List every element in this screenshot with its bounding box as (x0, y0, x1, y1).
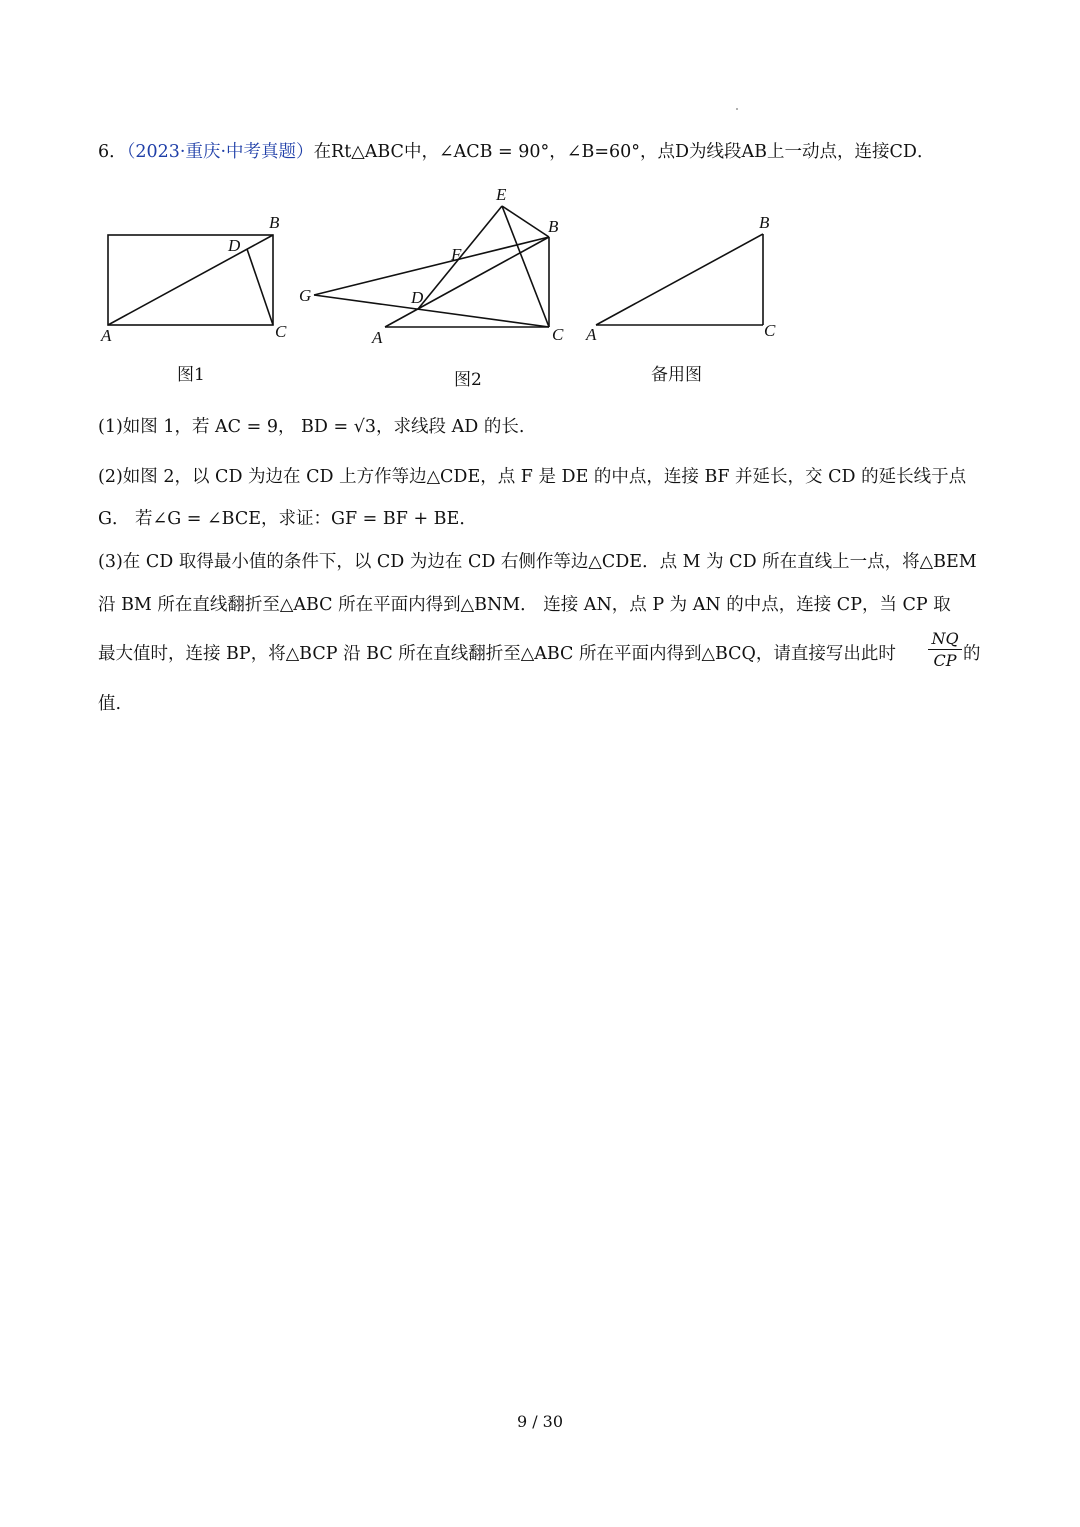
part-3-line-4: 值. (98, 694, 122, 714)
backup-label-C: C (764, 321, 776, 340)
problem-stem (98, 140, 934, 164)
part-3-line-2: 沿 BM 所在直线翻折至△ABC 所在平面内得到△BNM． 连接 AN，点 P 为 AN 的中点，连接 CP，当 CP 取 (98, 595, 951, 615)
fig2-segment-AB (385, 237, 549, 327)
part-3-after-fraction: 的 (963, 644, 981, 664)
part-3-line-1: (3)在 CD 取得最小值的条件下，以 CD 为边在 CD 右侧作等边△CDE．点 M 为 CD 所在直线上一点，将△BEM (98, 552, 977, 572)
fig2-label-D: D (411, 288, 424, 307)
figure-backup (580, 205, 790, 355)
fig2-label-B: B (548, 217, 559, 236)
fig2-segment-EB (502, 206, 549, 237)
fraction-denominator: CP (933, 651, 957, 670)
backup-label-A: A (586, 325, 597, 344)
fig1-segment-DC (247, 249, 273, 325)
figure-1 (95, 205, 305, 355)
speck (736, 108, 738, 110)
fig1-label-A: A (101, 326, 112, 345)
figure-backup-caption: 备用图 (651, 365, 702, 385)
fig2-label-C: C (552, 325, 564, 344)
part-3-line-3: 最大值时，连接 BP，将△BCP 沿 BC 所在直线翻折至△ABC 所在平面内得到△BCQ，请直接写出此时 (98, 644, 896, 664)
problem-source[interactable]: （2023·重庆·中考真题） (126, 142, 314, 162)
fig2-segment-GC (314, 295, 549, 327)
fraction-numerator: NQ (928, 628, 962, 650)
fig1-label-C: C (275, 322, 287, 341)
problem-stem-text: 在Rt△ABC中，∠ACB = 90°，∠B=60°，点D为线段AB上一动点，连接CD． (313, 142, 935, 162)
part-2-line-2: G． 若∠G = ∠BCE，求证：GF = BF + BE． (98, 509, 477, 529)
fraction-nq-over-cp (928, 628, 962, 671)
fig2-label-E: E (496, 185, 507, 204)
fig2-segment-GB (314, 237, 549, 295)
fig2-segment-EC (502, 206, 549, 327)
page-number: 9 / 30 (516, 1412, 564, 1431)
backup-label-B: B (759, 213, 770, 232)
part-2-line-1: (2)如图 2，以 CD 为边在 CD 上方作等边△CDE，点 F 是 DE 的中点，连接 BF 并延长，交 CD 的延长线于点 (98, 467, 967, 487)
problem-number: 6． (98, 142, 127, 162)
figure-1-caption: 图1 (177, 365, 205, 385)
fig2-label-G: G (299, 286, 312, 305)
fig2-label-F: F (451, 245, 462, 264)
fig2-label-A: A (372, 328, 383, 347)
fig1-label-D: D (228, 236, 241, 255)
figure-2-caption: 图2 (454, 370, 482, 390)
backup-segment-AB (596, 234, 763, 325)
part-1: (1)如图 1，若 AC = 9， BD = √3，求线段 AD 的长. (98, 417, 525, 437)
fig1-segment-AB (108, 235, 273, 325)
fig1-label-B: B (269, 213, 280, 232)
figure-2 (290, 180, 580, 360)
